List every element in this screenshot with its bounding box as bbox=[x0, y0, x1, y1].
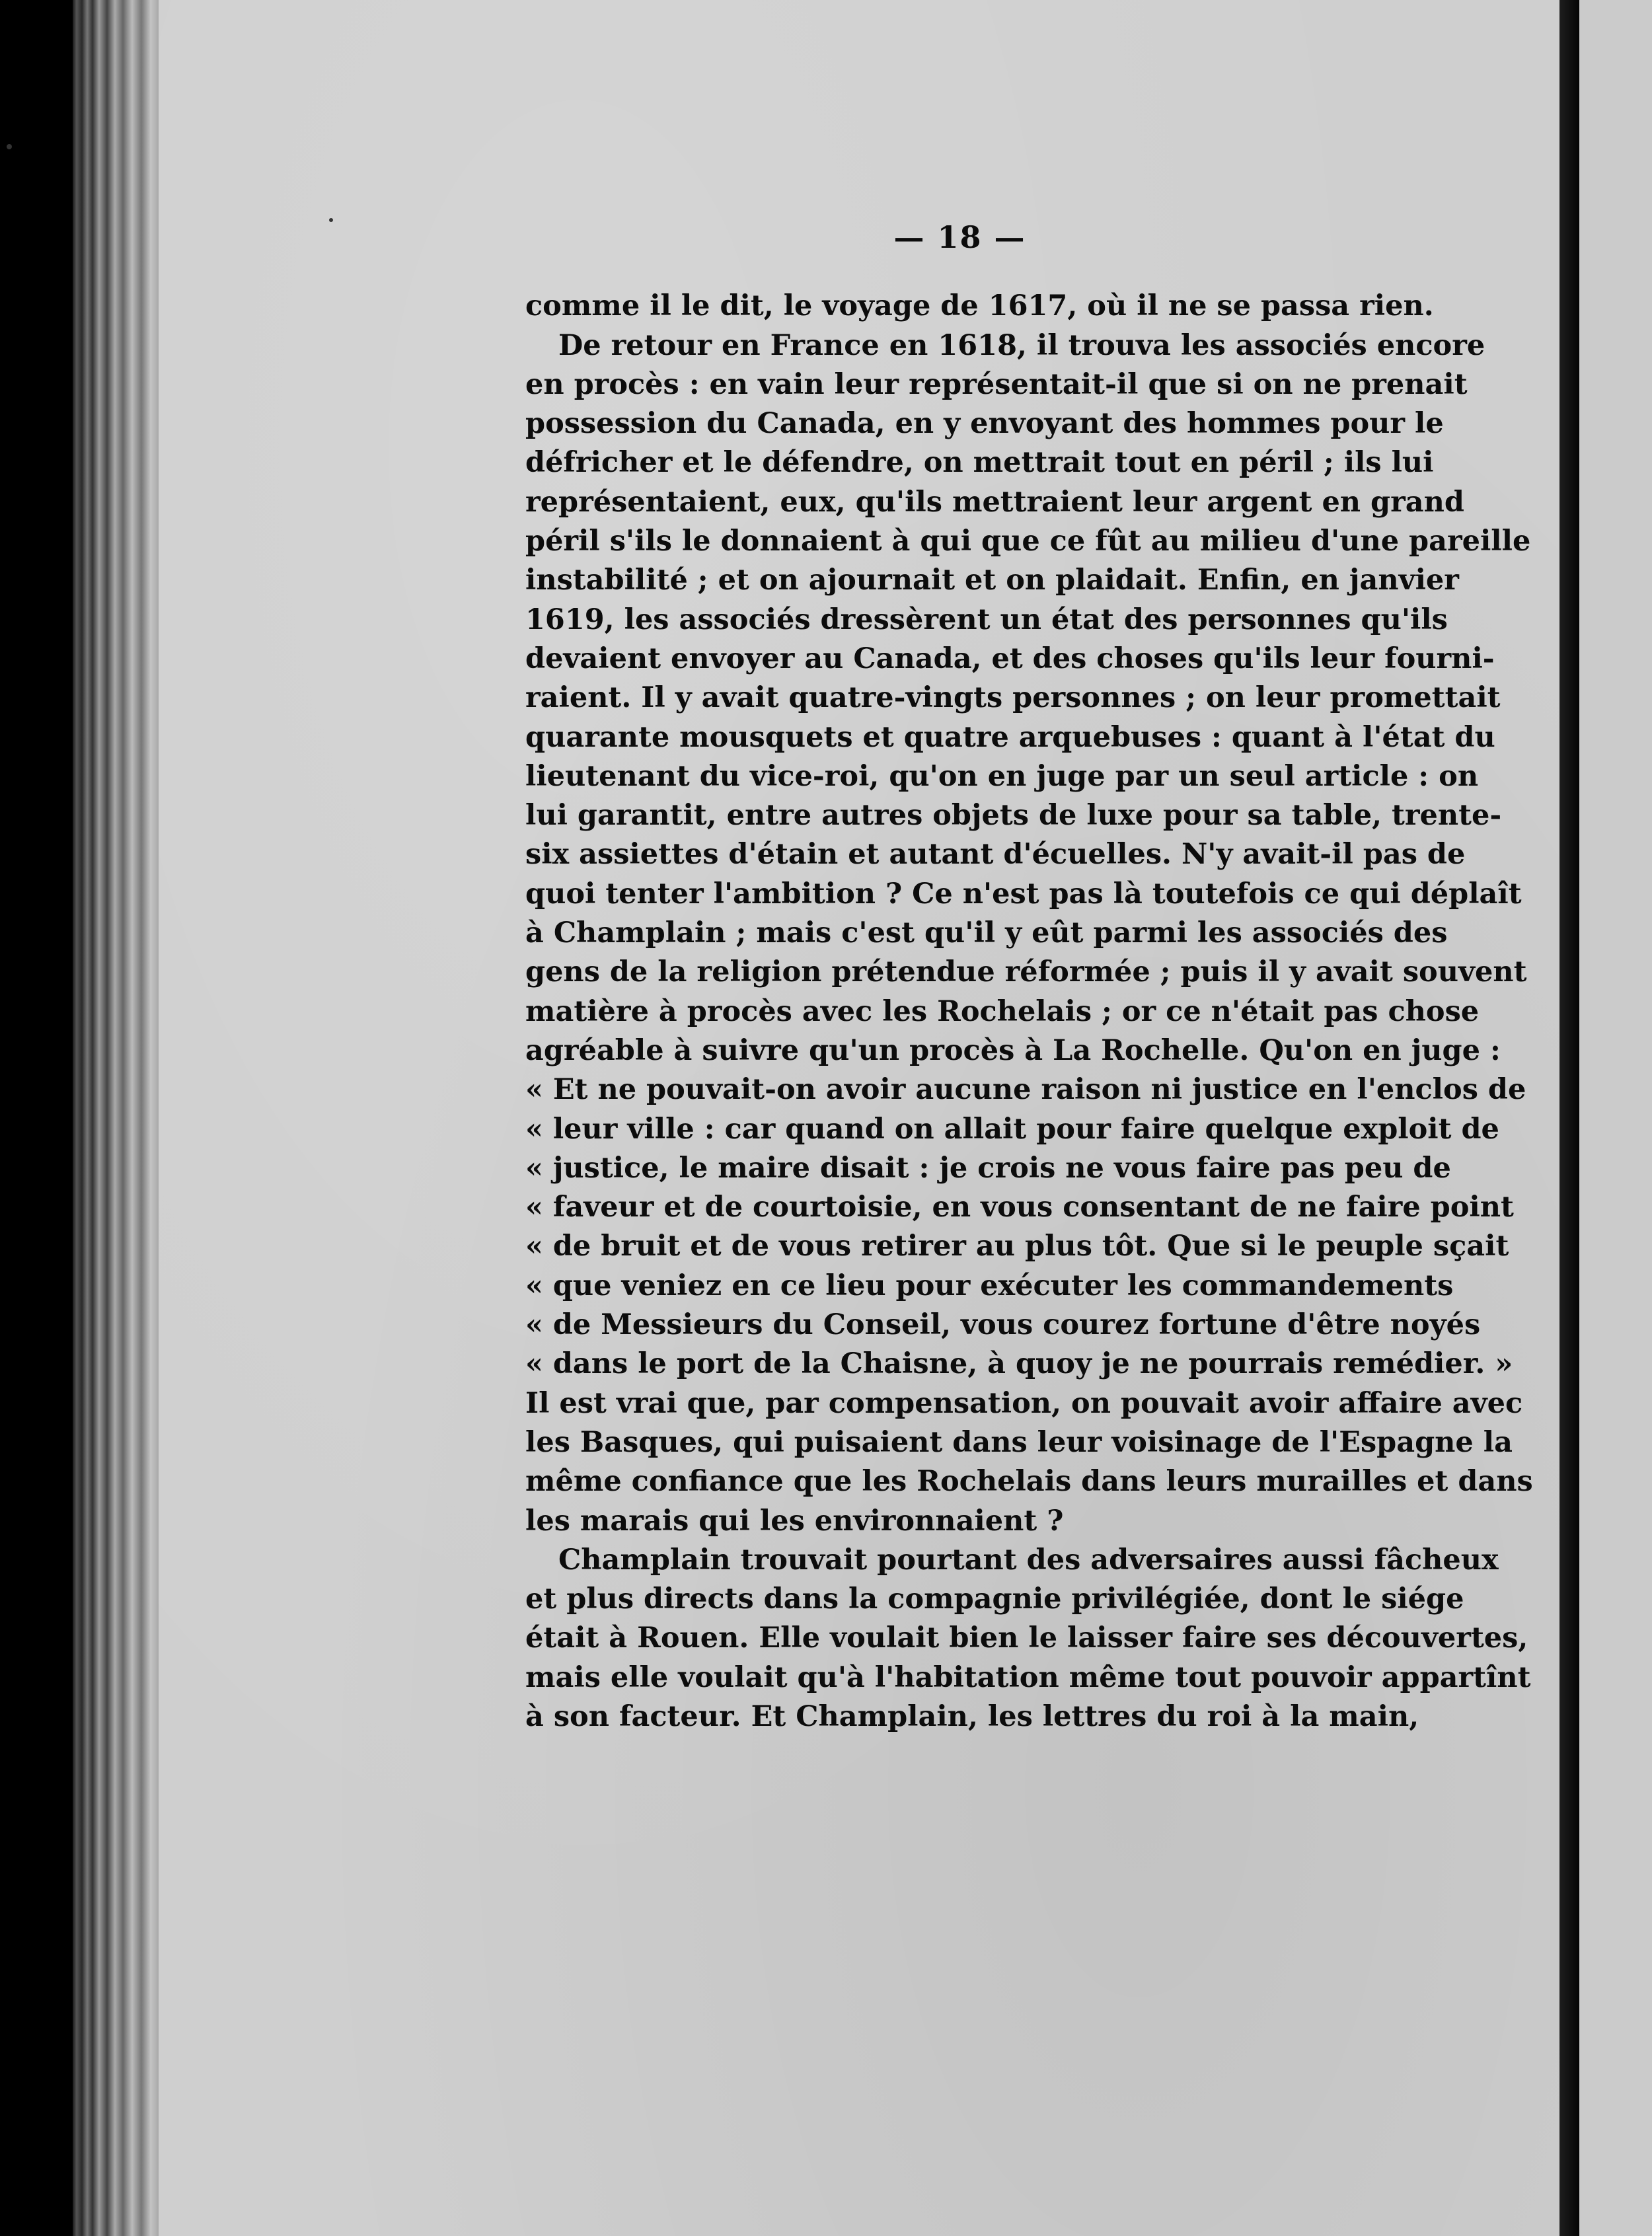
text-line: devaient envoyer au Canada, et des choses qu'ils leur fourni- bbox=[525, 642, 1495, 675]
text-line: même confiance que les Rochelais dans leurs murailles et dans bbox=[525, 1465, 1533, 1499]
text-line: matière à procès avec les Rochelais ; or ce n'était pas chose bbox=[525, 994, 1480, 1028]
text-line: possession du Canada, en y envoyant des hommes pour le bbox=[525, 407, 1444, 441]
text-line: « de Messieurs du Conseil, vous courez fortune d'être noyés bbox=[525, 1308, 1481, 1342]
adjacent-page-sliver bbox=[1579, 0, 1652, 2236]
text-line: et plus directs dans la compagnie privilégiée, dont le siége bbox=[525, 1583, 1464, 1616]
text-line: Il est vrai que, par compensation, on pouvait avoir affaire avec bbox=[525, 1386, 1523, 1420]
text-line: comme il le dit, le voyage de 1617, où il ne se passa rien. bbox=[525, 289, 1434, 323]
text-line: instabilité ; et on ajournait et on plaidait. Enfin, en janvier bbox=[525, 564, 1459, 597]
text-line: quoi tenter l'ambition ? Ce n'est pas là toutefois ce qui déplaît bbox=[525, 877, 1522, 911]
text-line: De retour en France en 1618, il trouva les associés encore bbox=[558, 328, 1485, 362]
page-edges-left bbox=[73, 0, 159, 2236]
body-text bbox=[525, 287, 1533, 1736]
text-line: à Champlain ; mais c'est qu'il y eût parmi les associés des bbox=[525, 916, 1448, 950]
text-line: Champlain trouvait pourtant des adversaires aussi fâcheux bbox=[558, 1543, 1499, 1577]
text-line: six assiettes d'étain et autant d'écuelles. N'y avait-il pas de bbox=[525, 838, 1466, 872]
text-line: raient. Il y avait quatre-vingts personnes ; on leur promettait bbox=[525, 681, 1501, 715]
text-line: « Et ne pouvait-on avoir aucune raison ni justice en l'enclos de bbox=[525, 1073, 1526, 1107]
text-line: à son facteur. Et Champlain, les lettres du roi à la main, bbox=[525, 1699, 1419, 1733]
text-line: lui garantit, entre autres objets de luxe pour sa table, trente- bbox=[525, 799, 1502, 833]
page-gutter-right bbox=[1559, 0, 1579, 2236]
page-number-header: — 18 — bbox=[893, 219, 1026, 255]
text-line: « dans le port de la Chaisne, à quoy je ne pourrais remédier. » bbox=[525, 1347, 1513, 1381]
text-line: représentaient, eux, qu'ils mettraient leur argent en grand bbox=[525, 485, 1464, 519]
page-text-block bbox=[525, 218, 1533, 1736]
text-line: « leur ville : car quand on allait pour faire quelque exploit de bbox=[525, 1112, 1499, 1146]
text-line: péril s'ils le donnaient à qui que ce fût au milieu d'une pareille bbox=[525, 525, 1531, 558]
text-line: défricher et le défendre, on mettrait tout en péril ; ils lui bbox=[525, 446, 1434, 480]
text-line: mais elle voulait qu'à l'habitation même tout pouvoir appartînt bbox=[525, 1660, 1531, 1694]
text-line: 1619, les associés dressèrent un état des personnes qu'ils bbox=[525, 603, 1448, 636]
text-line: quarante mousquets et quatre arquebuses : quant à l'état du bbox=[525, 720, 1495, 754]
scan-speck bbox=[329, 218, 333, 222]
text-line: « faveur et de courtoisie, en vous consentant de ne faire point bbox=[525, 1191, 1514, 1224]
text-line: « justice, le maire disait : je crois ne vous faire pas peu de bbox=[525, 1151, 1451, 1185]
text-line: agréable à suivre qu'un procès à La Rochelle. Qu'on en juge : bbox=[525, 1033, 1501, 1067]
text-line: en procès : en vain leur représentait-il que si on ne prenait bbox=[525, 367, 1468, 401]
text-line: les marais qui les environnaient ? bbox=[525, 1504, 1064, 1538]
text-line: lieutenant du vice-roi, qu'on en juge par un seul article : on bbox=[525, 759, 1479, 793]
text-line: était à Rouen. Elle voulait bien le laisser faire ses découvertes, bbox=[525, 1621, 1528, 1655]
text-line: « de bruit et de vous retirer au plus tôt. Que si le peuple sçait bbox=[525, 1230, 1509, 1263]
text-line: « que veniez en ce lieu pour exécuter les commandements bbox=[525, 1269, 1454, 1302]
text-line: gens de la religion prétendue réformée ; puis il y avait souvent bbox=[525, 955, 1527, 989]
text-line: les Basques, qui puisaient dans leur voisinage de l'Espagne la bbox=[525, 1425, 1513, 1459]
scan-speck bbox=[7, 144, 12, 149]
